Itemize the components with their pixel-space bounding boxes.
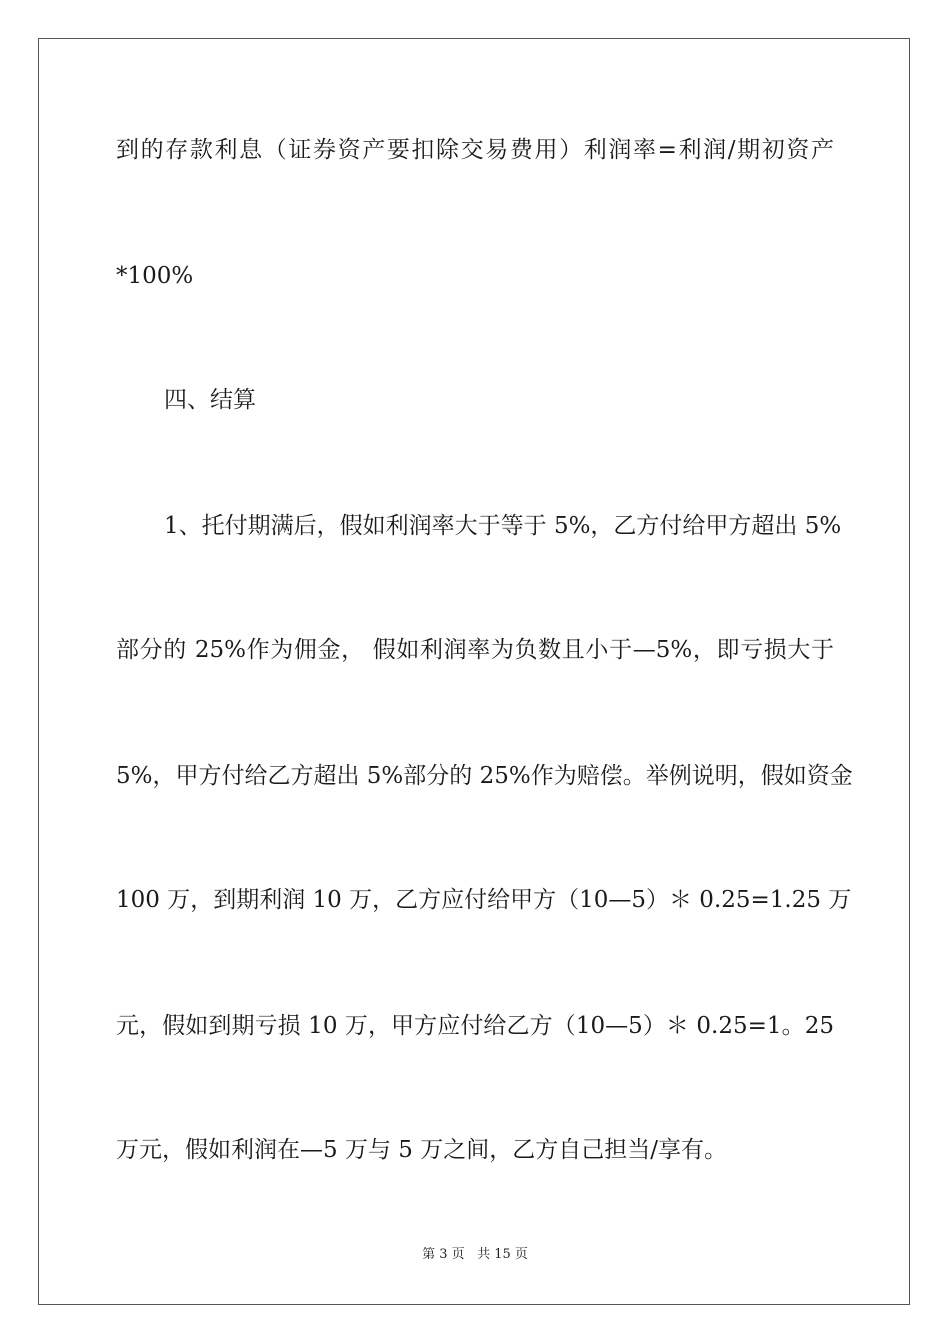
text-line-2: *100% bbox=[116, 263, 194, 289]
text-line-7: 100 万，到期利润 10 万，乙方应付给甲方（10—5）＊ 0.25=1.25 万 bbox=[116, 887, 852, 913]
text-line-9: 万元，假如利润在—5 万与 5 万之间，乙方自己担当/享有。 bbox=[116, 1137, 727, 1163]
page-number: 第 3 页 bbox=[422, 1247, 465, 1262]
total-pages: 共 15 页 bbox=[477, 1247, 528, 1262]
text-line-4: 1、托付期满后，假如利润率大于等于 5%，乙方付给甲方超出 5% bbox=[164, 513, 842, 539]
text-line-1: 到的存款利息（证券资产要扣除交易费用）利润率=利润/期初资产 bbox=[116, 137, 834, 163]
page-footer bbox=[0, 1246, 950, 1264]
text-line-5: 部分的 25%作为佣金， 假如利润率为负数且小于—5%，即亏损大于 bbox=[116, 637, 834, 663]
section-heading: 四、结算 bbox=[164, 387, 256, 413]
text-line-8: 元，假如到期亏损 10 万，甲方应付给乙方（10—5）＊ 0.25=1。25 bbox=[116, 1013, 834, 1039]
page-border bbox=[38, 38, 910, 1305]
text-line-6: 5%，甲方付给乙方超出 5%部分的 25%作为赔偿。举例说明，假如资金 bbox=[116, 763, 853, 789]
